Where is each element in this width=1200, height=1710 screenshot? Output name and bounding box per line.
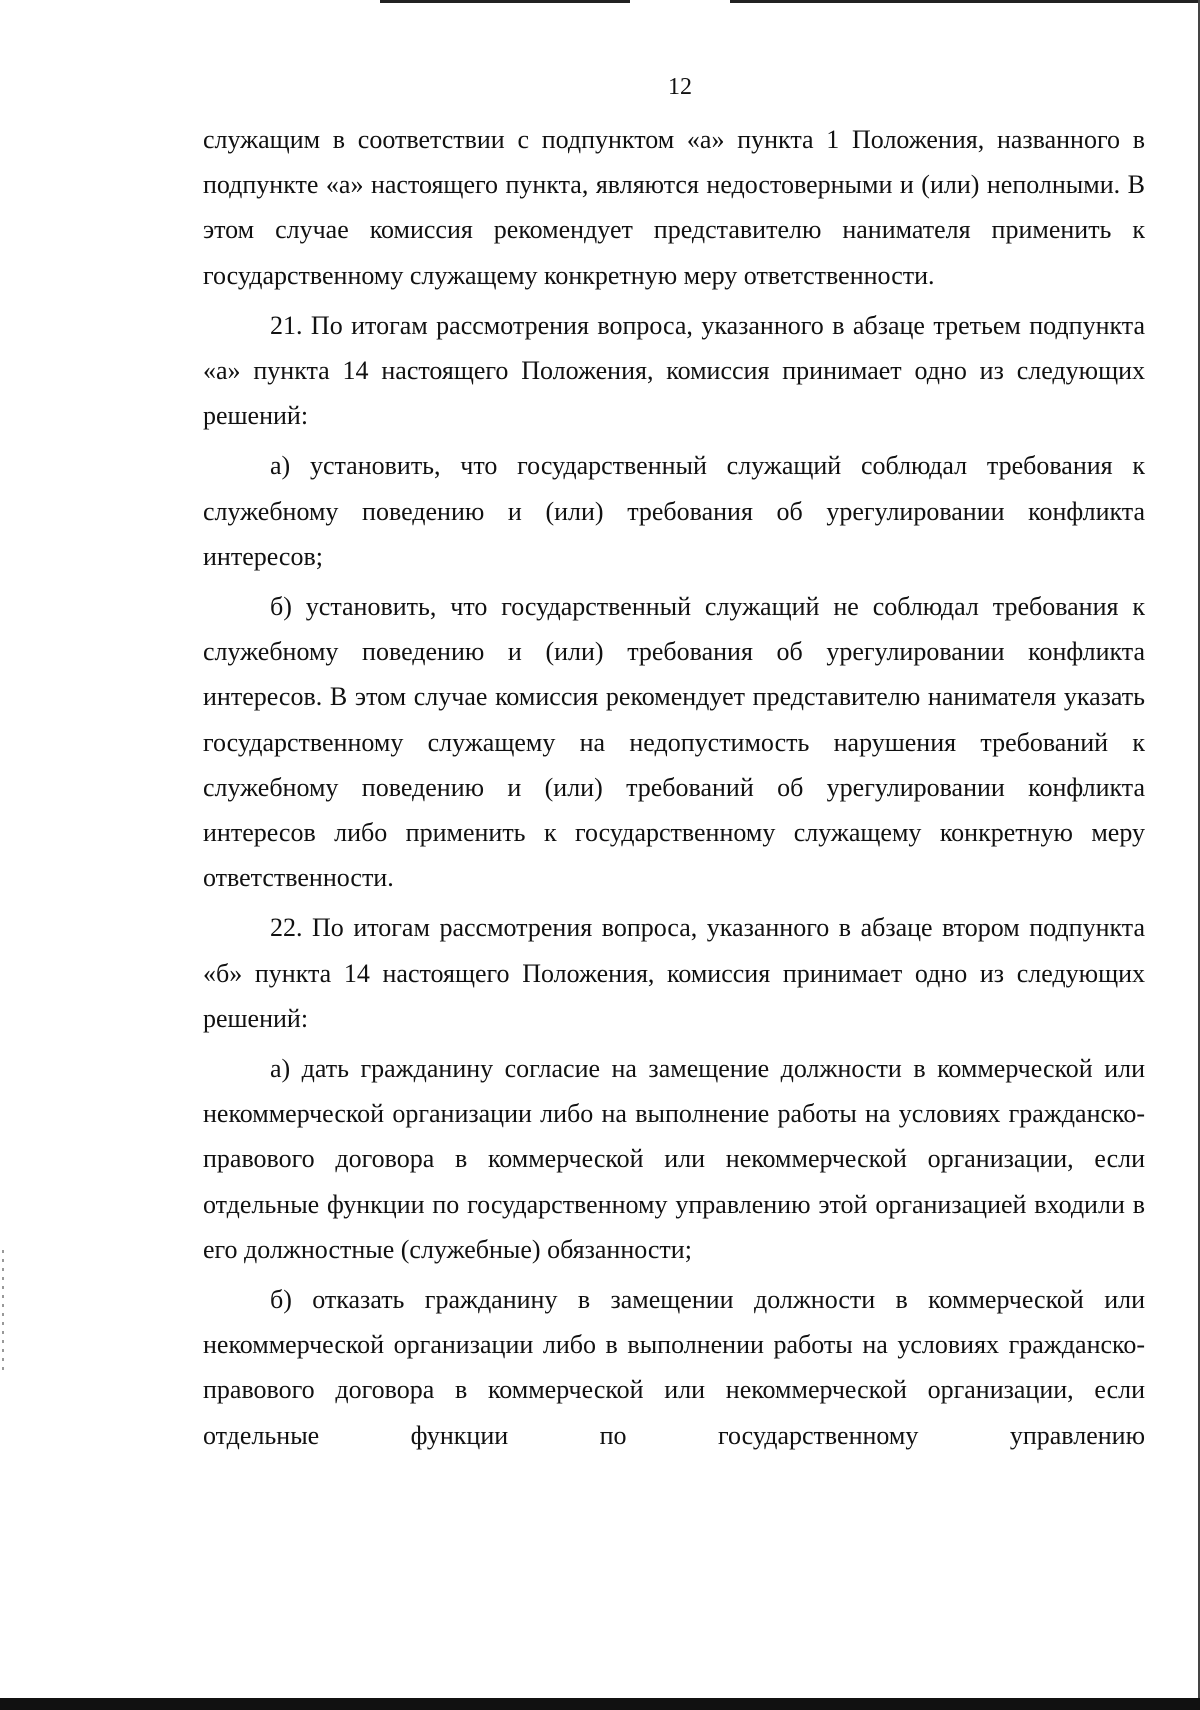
paragraph-item-22-b: б) отказать гражданину в замещении должности в коммерческой или некоммерческой организации либо в выполнении работы на условиях гражданско-правового договора в коммерческой или некоммерческой организации, если отдельные функции по государственному управлению [203,1285,1145,1450]
scan-edge-top [380,0,1200,3]
paragraph-item-21-a: а) установить, что государственный служащий соблюдал требования к служебному поведению и (или) требования об урегулировании конфликта интересов; [203,451,1145,571]
page-number: 12 [668,74,692,100]
scan-edge-bottom [0,1698,1200,1710]
scan-edge-left-ticks [2,1250,4,1370]
document-body [203,117,1145,1458]
paragraph-continuation: служащим в соответствии с подпунктом «а» пункта 1 Положения, названного в подпункте «а» настоящего пункта, являются недостоверными и (или) неполными. В этом случае комиссия рекомендует представителю нанимателя применить к государственному служащему конкретную меру ответственности. [203,125,1145,290]
paragraph-item-21: 21. По итогам рассмотрения вопроса, указанного в абзаце третьем подпункта «а» пункта 14 настоящего Положения, комиссия принимает одно из следующих решений: [203,310,1145,431]
paragraph-item-22-a: а) дать гражданину согласие на замещение должности в коммерческой или некоммерческой организации либо на выполнение работы на условиях гражданско-правового договора в коммерческой или некоммерческой организации, если отдельные функции по государственному управлению этой организацией входили в его должностные (служебные) обязанности; [203,1054,1145,1264]
paragraph-item-22: 22. По итогам рассмотрения вопроса, указанного в абзаце втором подпункта «б» пункта 14 настоящего Положения, комиссия принимает одно из следующих решений: [203,913,1145,1033]
paragraph-item-21-b: б) установить, что государственный служащий не соблюдал требования к служебному поведению и (или) требования об урегулировании конфликта интересов. В этом случае комиссия рекомендует представителю нанимателя указать государственному служащему на недопустимость нарушения требований к служебному поведению и (или) требований об урегулировании конфликта интересов либо применить к государственному служащему конкретную меру ответственности. [203,592,1145,893]
scan-edge-top-gap [630,0,730,3]
